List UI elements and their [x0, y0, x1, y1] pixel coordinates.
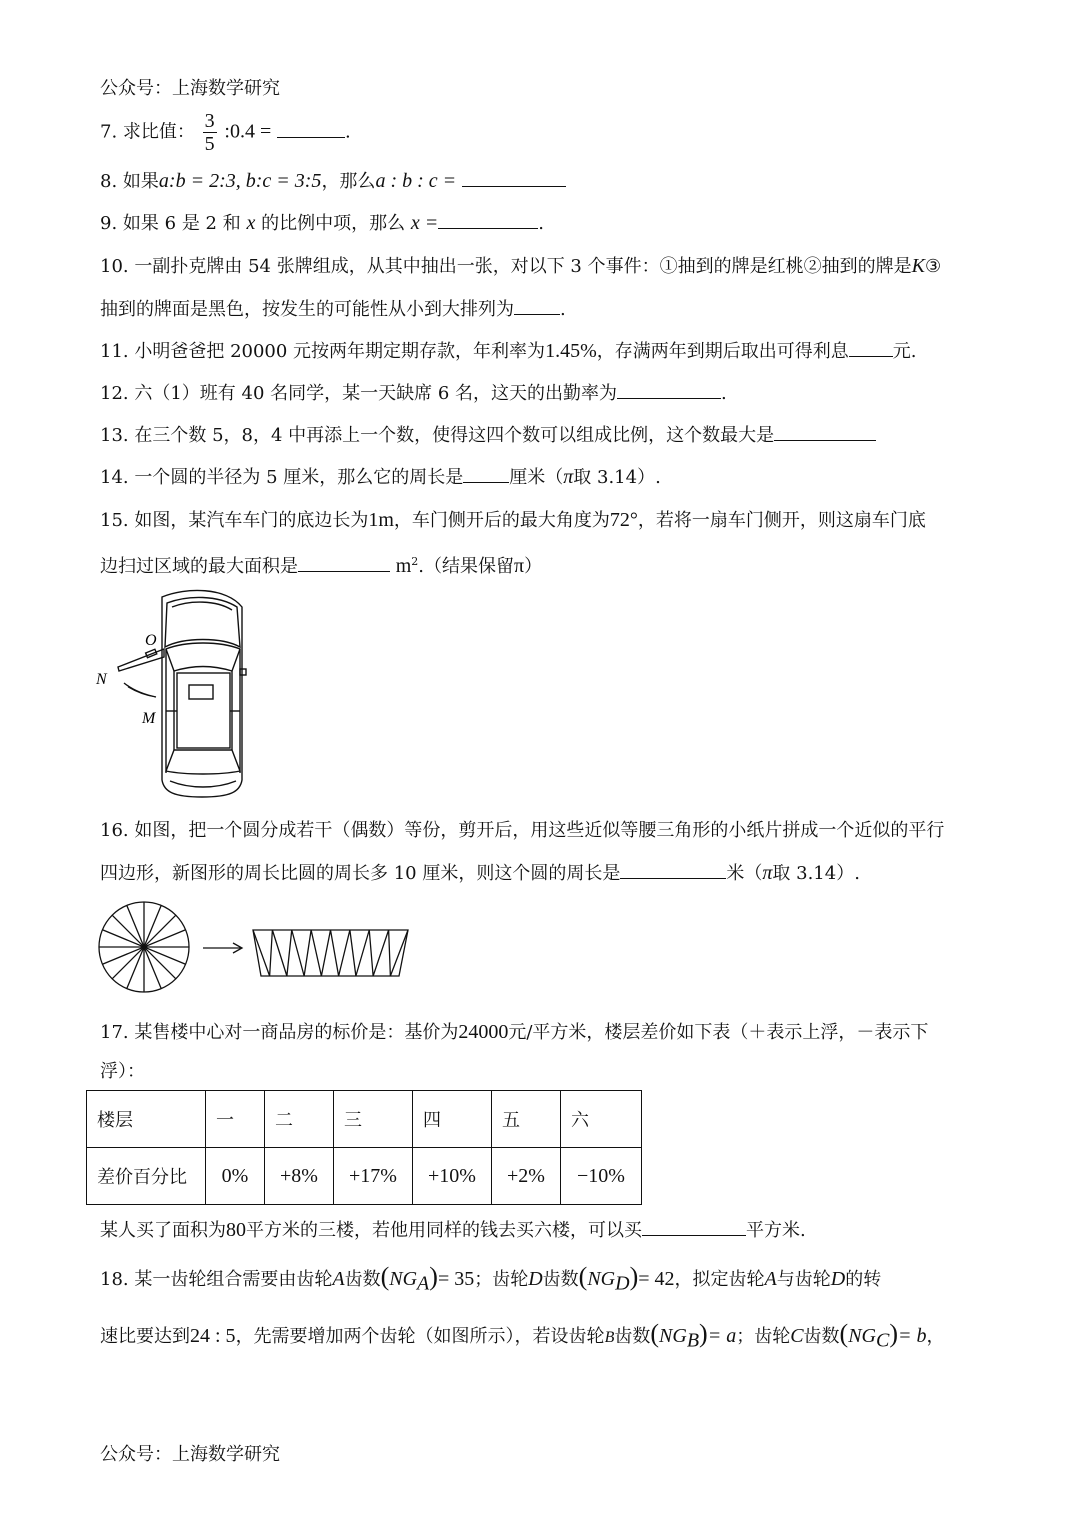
q15-angle: 72°	[609, 509, 638, 531]
car-mirror	[240, 669, 246, 675]
q7-text: 求比值：	[122, 121, 195, 143]
q18-gear-d: D	[528, 1268, 543, 1290]
q7-number: 7.	[100, 121, 118, 143]
circle-spokes	[99, 902, 189, 992]
table-cell: +8%	[265, 1148, 334, 1205]
q15-line2a: 边扫过区域的最大面积是	[100, 556, 298, 577]
table-cell: 二	[265, 1091, 334, 1148]
parallelogram-zigzag	[253, 930, 408, 976]
q9-text2: 的比例中项，那么	[261, 213, 406, 234]
zigzag-line	[253, 930, 408, 976]
q10-var: K	[911, 255, 925, 277]
q10-end: .	[560, 299, 566, 320]
q14-text1: 14. 一个圆的半径为 5 厘米，那么它的周长是	[100, 467, 464, 488]
q9-var: x	[246, 212, 256, 234]
q15-answer-blank[interactable]	[298, 553, 390, 572]
q16-line2c: 取 3.14）.	[772, 863, 860, 884]
q14-text3: 取 3.14）.	[573, 467, 661, 488]
table-cell: 三	[334, 1091, 413, 1148]
floor-price-table	[86, 1090, 642, 1205]
question-10-line1	[100, 253, 941, 280]
car-roof	[177, 673, 230, 748]
q18-l2d: ；齿轮	[736, 1326, 791, 1347]
q17-after-a: 某人买了面积为	[100, 1220, 226, 1241]
q11-text2: ，存满两年到期后取出可得利息	[596, 341, 849, 362]
q8-expr2: a : b : c =	[375, 170, 457, 192]
q15-line2c: ）	[524, 556, 543, 577]
question-7	[100, 110, 351, 155]
q18-l1a: 18. 某一齿轮组合需要由齿轮	[100, 1269, 333, 1290]
q12-answer-blank[interactable]	[617, 380, 721, 399]
question-10-line2	[100, 296, 566, 323]
question-17-line1	[100, 1019, 928, 1046]
q7-answer-blank[interactable]	[277, 119, 345, 138]
table-cell: 五	[492, 1091, 561, 1148]
q16-line1: 16. 如图，把一个圆分成若干（偶数）等份，剪开后，用这些近似等腰三角形的小纸片拼成一个近似的平行	[100, 820, 945, 841]
question-16-line1	[100, 818, 944, 844]
approx-parallelogram	[253, 930, 408, 976]
label-m: M	[142, 710, 156, 727]
q13-answer-blank[interactable]	[774, 422, 876, 441]
q11-text1: 11. 小明爸爸把 20000 元按两年期定期存款，年利率为	[100, 341, 546, 362]
question-16-line2	[100, 860, 860, 887]
q18-value3: = a	[707, 1325, 737, 1347]
question-18-line1: 18. 某一齿轮组合需要由齿轮A齿数$(NG_A)= 35$；齿轮D齿数$(NG_D)= 42$，拟定齿轮A与齿轮D的转	[100, 1262, 882, 1295]
q9-number: 9.	[100, 213, 118, 234]
table-cell: −10%	[561, 1148, 642, 1205]
q8-text: 如果	[122, 171, 159, 192]
q18-ng-d: NG	[587, 1268, 616, 1290]
q9-expr: x =	[410, 212, 439, 234]
q17-after-c: 平方米.	[746, 1220, 806, 1241]
table-cell: 楼层	[87, 1091, 206, 1148]
q18-ng-c: NG	[848, 1325, 877, 1347]
question-13	[100, 422, 876, 449]
q18-gear-a2: A	[764, 1268, 777, 1290]
q7-expr: :0.4 =	[224, 120, 272, 143]
table-cell: +10%	[413, 1148, 492, 1205]
car-door-figure	[90, 585, 260, 800]
q7-end: .	[344, 121, 351, 143]
q18-l1c: ；齿轮	[474, 1269, 529, 1290]
question-18-line2: 速比要达到24 : 5，先需要增加两个齿轮（如图所示），若设齿轮B齿数$(NG_B)= a$；齿轮C齿数$(NG_C)= b$，	[100, 1319, 945, 1352]
q17-answer-blank[interactable]	[642, 1217, 746, 1236]
q18-value2: = 42	[638, 1268, 675, 1290]
q11-rate: 1.45%	[545, 340, 597, 362]
q13-text: 13. 在三个数 5，8，4 中再添上一个数，使得这四个数可以组成比例，这个数最大是	[100, 425, 775, 446]
q18-gear-a: A	[332, 1268, 345, 1290]
q15-line2b: .（结果保留	[418, 556, 515, 577]
table-cell: 四	[413, 1091, 492, 1148]
question-15-line2	[100, 549, 542, 580]
q18-sub-b: B	[686, 1329, 700, 1352]
table-row-floors	[87, 1091, 642, 1148]
q17-after-b: 平方米的三楼，若他用同样的钱去买六楼，可以买	[246, 1220, 642, 1241]
q15-text3: ，若将一扇车门侧开，则这扇车门底	[637, 510, 926, 531]
q9-text1: 如果 6 是 2 和	[122, 213, 241, 234]
q18-l1d: 齿数	[542, 1269, 579, 1290]
q15-exponent: 2	[411, 555, 419, 568]
q8-expr1: a:b = 2:3, b:c = 3:5	[158, 170, 322, 192]
q18-ng-a: NG	[389, 1268, 418, 1290]
q12-end: .	[721, 383, 727, 404]
q9-end: .	[538, 213, 544, 234]
q18-l2c: 齿数	[614, 1326, 651, 1347]
page-footer: 公众号：上海数学研究	[100, 1444, 280, 1465]
q18-l1g: 的转	[845, 1269, 882, 1290]
q18-gear-d2: D	[830, 1268, 846, 1290]
q18-value1: = 35	[437, 1268, 475, 1290]
q7-frac-den: 5	[204, 133, 215, 155]
page-header: 公众号：上海数学研究	[100, 78, 280, 99]
q16-pi: π	[762, 862, 773, 884]
q10-line1: 10. 一副扑克牌由 54 张牌组成，从其中抽出一张，对以下 3 个事件：①抽到的牌是红桃②抽到的牌是	[100, 256, 912, 277]
q8-mid: ，那么	[321, 171, 376, 192]
q17-line1a: 17. 某售楼中心对一商品房的标价是：基价为	[100, 1022, 459, 1043]
circle-to-parallelogram-figure	[95, 900, 415, 995]
q9-answer-blank[interactable]	[438, 210, 538, 229]
table-cell: +2%	[492, 1148, 561, 1205]
q7-frac-num: 3	[204, 110, 215, 132]
label-o: O	[145, 632, 157, 649]
car-sunroof	[189, 685, 213, 699]
q18-l2f: ，	[926, 1326, 945, 1347]
q10-answer-blank[interactable]	[514, 296, 560, 315]
question-12	[100, 380, 727, 407]
q18-gear-b: B	[604, 1329, 615, 1346]
q17-price: 24000	[458, 1021, 509, 1043]
door-swept-arc	[124, 683, 156, 697]
question-14	[100, 464, 661, 491]
q18-sub-d: D	[615, 1272, 630, 1295]
q7-fraction	[203, 110, 217, 155]
car-windshield	[166, 643, 240, 671]
q17-line2: 浮）：	[100, 1061, 145, 1082]
question-17-after	[100, 1217, 806, 1244]
q14-text2: 厘米（	[509, 467, 564, 488]
q18-l1b: 齿数	[344, 1269, 381, 1290]
table-cell: +17%	[334, 1148, 413, 1205]
q11-end: 元.	[892, 341, 917, 362]
question-17-line2	[100, 1059, 145, 1085]
question-9	[100, 210, 544, 237]
q18-sub-a: A	[417, 1272, 430, 1295]
q18-l2e: 齿数	[803, 1326, 840, 1347]
table-cell: 一	[206, 1091, 265, 1148]
question-15-line1	[100, 507, 926, 534]
q15-length: 1m	[368, 509, 394, 531]
q15-pi: π	[514, 555, 525, 577]
table-cell: 差价百分比	[87, 1148, 206, 1205]
q10-line2: 抽到的牌面是黑色，按发生的可能性从小到大排列为	[100, 299, 514, 320]
table-cell: 0%	[206, 1148, 265, 1205]
q15-text1: 15. 如图，某汽车车门的底边长为	[100, 510, 369, 531]
q16-line2a: 四边形，新图形的周长比圆的周长多 10 厘米，则这个圆的周长是	[100, 863, 621, 884]
q18-ng-b: NG	[659, 1325, 687, 1347]
q15-text2: ，车门侧开后的最大角度为	[393, 510, 610, 531]
q18-l1f: 与齿轮	[776, 1269, 831, 1290]
q18-ratio: 24 : 5	[190, 1325, 236, 1347]
q10-circ: ③	[924, 256, 942, 277]
q15-unit: m	[395, 555, 412, 577]
q18-l1e: ，拟定齿轮	[674, 1269, 765, 1290]
label-n: N	[96, 671, 107, 688]
question-8	[100, 168, 566, 195]
q18-l2b: ，先需要增加两个齿轮（如图所示），若设齿轮	[235, 1326, 605, 1347]
q14-pi: π	[563, 466, 574, 488]
q16-line2b: 米（	[726, 863, 763, 884]
q12-text: 12. 六（1）班有 40 名同学，某一天缺席 6 名，这天的出勤率为	[100, 383, 618, 404]
q17-area: 80	[226, 1219, 246, 1241]
table-row-diffs	[87, 1148, 642, 1205]
q8-answer-blank[interactable]	[462, 168, 566, 187]
q16-answer-blank[interactable]	[620, 860, 726, 879]
table-cell: 六	[561, 1091, 642, 1148]
q18-sub-c: C	[876, 1329, 890, 1352]
q14-answer-blank[interactable]	[463, 464, 509, 483]
q11-answer-blank[interactable]	[849, 338, 893, 357]
q8-number: 8.	[100, 171, 118, 192]
q18-value4: = b	[898, 1325, 927, 1347]
question-11	[100, 338, 916, 365]
q18-l2a: 速比要达到	[100, 1326, 190, 1347]
q18-gear-c: C	[790, 1325, 804, 1347]
car-rear-window	[166, 750, 240, 774]
car-open-door	[118, 649, 164, 671]
q17-line1b: 元/平方米，楼层差价如下表（＋表示上浮，－表示下	[508, 1022, 929, 1043]
